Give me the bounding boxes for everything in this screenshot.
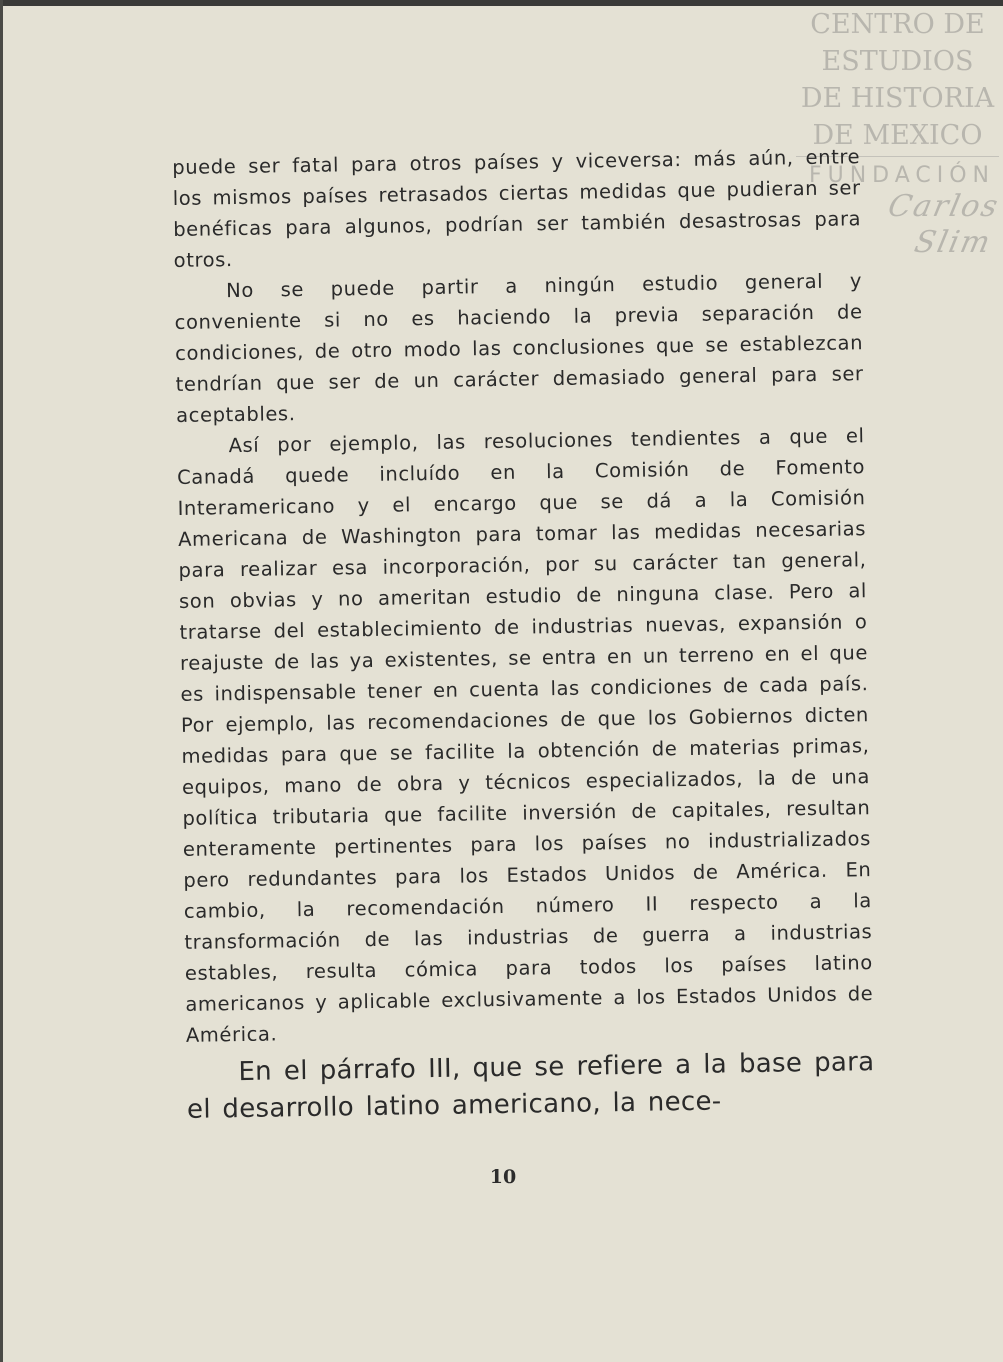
paragraph-2: No se puede partir a ningún estudio general y conveniente si no es haciendo la previa separación de condiciones, de otro modo las conclusiones que se establezcan tendrían que ser de un carácter demasiado general para ser aceptables. (174, 269, 864, 427)
watermark-line-2: ESTUDIOS (821, 46, 974, 77)
paragraph-4: En el párrafo III, que se refiere a la base para el desarrollo latino americano, la nece- (186, 1047, 875, 1125)
body-text (172, 141, 875, 1129)
paragraph-3: Así por ejemplo, las resoluciones tendientes a que el Canadá quede incluído en la Comisión de Fomento Interamericano y el encargo que se dá a la Comisión Americana de Washington para tomar las medidas necesarias para realizar esa incorporación, por su carácter tan general, son obvias y no ameritan estudio de ninguna clase. Pero al tratarse del establecimiento de industrias nuevas, expansión o reajuste de las ya existentes, se entra en un terreno en el que es indispensable tener en cuenta las condiciones de cada país. Por ejemplo, las recomendaciones de que los Gobiernos dicten medidas para que se facilite la obtención de materias primas, equipos, mano de obra y técnicos especializados, la de una política tributaria que facilite inversión de capitales, resultan enteramente pertinentes para los países no industrializados pero redundantes para los Estados Unidos de América. En cambio, la recomendación número II respecto a la transformación de las industrias de guerra a industrias estables, resulta cómica para todos los países latino americanos y aplicable exclusivamente a los Estados Unidos de América. (176, 424, 874, 1047)
paragraph-1: puede ser fatal para otros países y viceversa: más aún, entre los mismos países retrasados ciertas medidas que pudieran ser benéficas para algunos, podrían ser también desastrosas para otros. (172, 145, 862, 272)
watermark-line-3: DE HISTORIA (800, 83, 995, 114)
scan-left-edge (0, 0, 3, 1362)
watermark-line-1: CENTRO DE (810, 9, 985, 40)
watermark-line-4: DE MEXICO (812, 120, 983, 151)
watermark-foundation: FUNDACIÓN (808, 163, 995, 188)
watermark-signature: Carlos Slim (884, 189, 1003, 260)
page-number: 10 (489, 1166, 517, 1188)
